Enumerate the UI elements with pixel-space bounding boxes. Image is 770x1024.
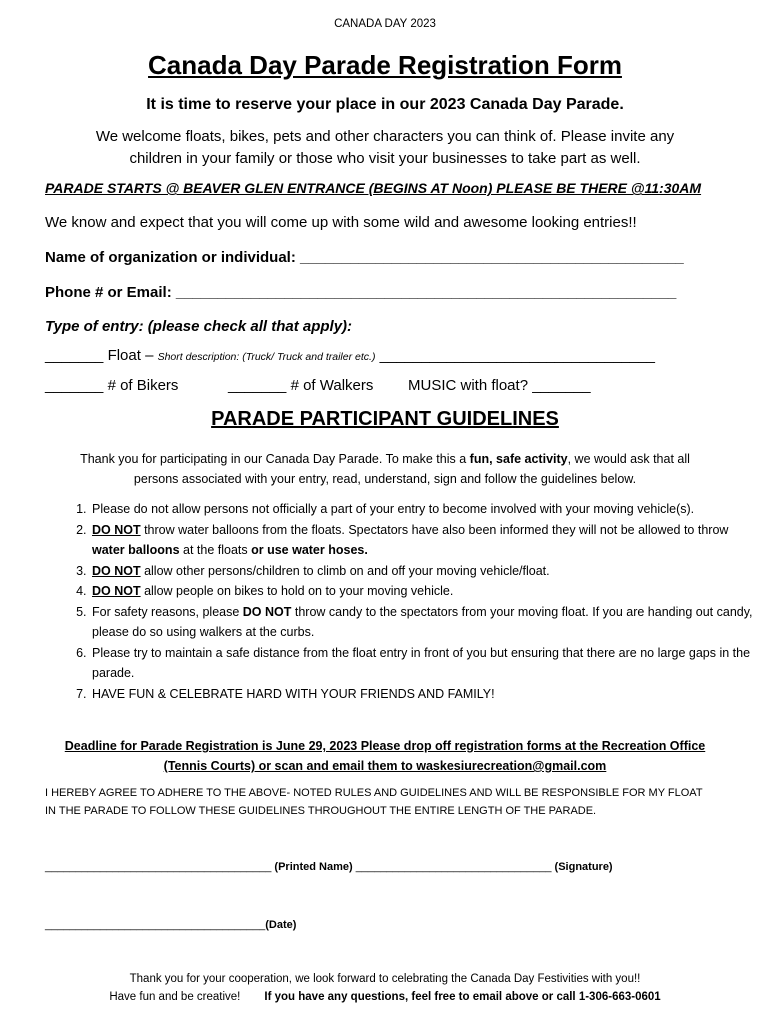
footer-have-fun: Have fun and be creative! <box>109 991 241 1003</box>
guideline-text: allow people on bikes to hold on to your moving vehicle. <box>140 584 454 598</box>
guideline-item <box>90 561 760 582</box>
guideline-emphasis: DO NOT <box>92 584 141 598</box>
guideline-item <box>90 602 760 643</box>
expectation-text: We know and expect that you will come up with some wild and awesome looking entries!! <box>45 214 637 231</box>
guideline-text: allow other persons/children to climb on and off your moving vehicle/float. <box>140 563 550 578</box>
footer-thanks: Thank you for your cooperation, we look forward to celebrating the Canada Day Festivities with you!! <box>129 973 641 985</box>
float-description-line[interactable]: _________________________________ <box>375 347 655 364</box>
agreement-line-1: I HEREBY AGREE TO ADHERE TO THE ABOVE- NOTED RULES AND GUIDELINES AND WILL BE RESPONSIBLE FOR MY FLOAT <box>45 787 703 799</box>
page-subtitle: It is time to reserve your place in our 2023 Canada Day Parade. <box>146 96 624 113</box>
signature-label: (Signature) <box>551 861 613 873</box>
intro-text-bold: fun, safe activity <box>469 452 568 466</box>
parade-start-notice: PARADE STARTS @ BEAVER GLEN ENTRANCE (BEGINS AT Noon) PLEASE BE THERE @11:30AM <box>45 180 702 196</box>
walkers-field[interactable]: _______ # of Walkers <box>228 377 374 394</box>
intro-text-a: Thank you for participating in our Canada Day Parade. To make this a <box>80 452 470 466</box>
float-entry-row[interactable] <box>45 347 655 364</box>
phone-email-field[interactable]: Phone # or Email: ____________________________________________________________ <box>45 284 677 301</box>
guideline-text: HAVE FUN & CELEBRATE HARD WITH YOUR FRIENDS AND FAMILY! <box>92 686 495 701</box>
entry-type-heading: Type of entry: (please check all that apply): <box>45 318 353 335</box>
header-label: CANADA DAY 2023 <box>334 18 436 30</box>
date-field[interactable]: ____________________________________ <box>45 919 266 931</box>
guideline-text: Please do not allow persons not officially a part of your entry to become involved with your moving vehicle(s). <box>92 502 695 516</box>
guidelines-intro-line-2: persons associated with your entry, read, understand, sign and follow the guidelines below. <box>133 472 637 486</box>
guideline-emphasis: DO NOT <box>92 522 141 537</box>
guidelines-title: PARADE PARTICIPANT GUIDELINES <box>211 408 559 430</box>
guideline-item <box>90 581 760 602</box>
printed-name-field[interactable]: _____________________________________ <box>45 861 272 873</box>
date-row <box>45 919 296 931</box>
intro-text-c: , we would ask that all <box>567 452 690 466</box>
guideline-text: Please try to maintain a safe distance from the float entry in front of you but ensuring that there are no large gaps in the parade. <box>92 645 751 680</box>
float-description-hint: Short description: (Truck/ Truck and trailer etc.) <box>157 351 376 363</box>
music-field[interactable]: MUSIC with float? _______ <box>408 377 591 394</box>
welcome-line-2: children in your family or those who visit your businesses to take part as well. <box>129 150 641 167</box>
guideline-item <box>90 499 760 520</box>
agreement-line-2: IN THE PARADE TO FOLLOW THESE GUIDELINES THROUGHOUT THE ENTIRE LENGTH OF THE PARADE. <box>45 805 597 817</box>
guideline-item <box>90 643 760 684</box>
deadline-line-2: (Tennis Courts) or scan and email them to waskesiurecreation@gmail.com <box>163 759 607 773</box>
footer-contact <box>0 991 770 1003</box>
guideline-bold: DO NOT <box>242 604 292 619</box>
bikers-field[interactable]: _______ # of Bikers <box>45 377 179 394</box>
guideline-text: throw candy to the spectators from your moving float. If you are handing out candy, please do so using walkers at the curbs. <box>92 604 753 639</box>
guideline-bold: water balloons <box>92 543 180 557</box>
page-title: Canada Day Parade Registration Form <box>148 50 622 80</box>
guideline-bold: or use water hoses. <box>251 543 368 557</box>
welcome-line-1: We welcome floats, bikes, pets and other characters you can think of. Please invite any <box>95 128 675 145</box>
organization-name-field[interactable]: Name of organization or individual: ______________________________________________ <box>45 249 684 266</box>
guideline-text: at the floats <box>179 543 252 557</box>
guideline-text: throw water balloons from the floats. Spectators have also been informed they will not be allowed to throw <box>140 522 729 537</box>
guidelines-intro-line-1 <box>0 449 770 469</box>
guideline-item <box>90 520 760 561</box>
guideline-item <box>90 684 760 705</box>
guideline-emphasis: DO NOT <box>92 563 141 578</box>
footer-contact-info: If you have any questions, feel free to email above or call 1-306-663-0601 <box>264 991 661 1003</box>
signature-field[interactable]: ________________________________ <box>355 861 552 873</box>
float-checkbox-blank[interactable]: _______ Float – <box>45 347 158 364</box>
date-label: (Date) <box>265 919 297 931</box>
guidelines-list <box>66 499 760 704</box>
guideline-text: For safety reasons, please <box>92 604 243 619</box>
deadline-line-1: Deadline for Parade Registration is June 29, 2023 Please drop off registration forms at the Recreation Office <box>64 739 706 753</box>
printed-name-label: (Printed Name) <box>271 861 356 873</box>
signature-row <box>45 861 613 873</box>
